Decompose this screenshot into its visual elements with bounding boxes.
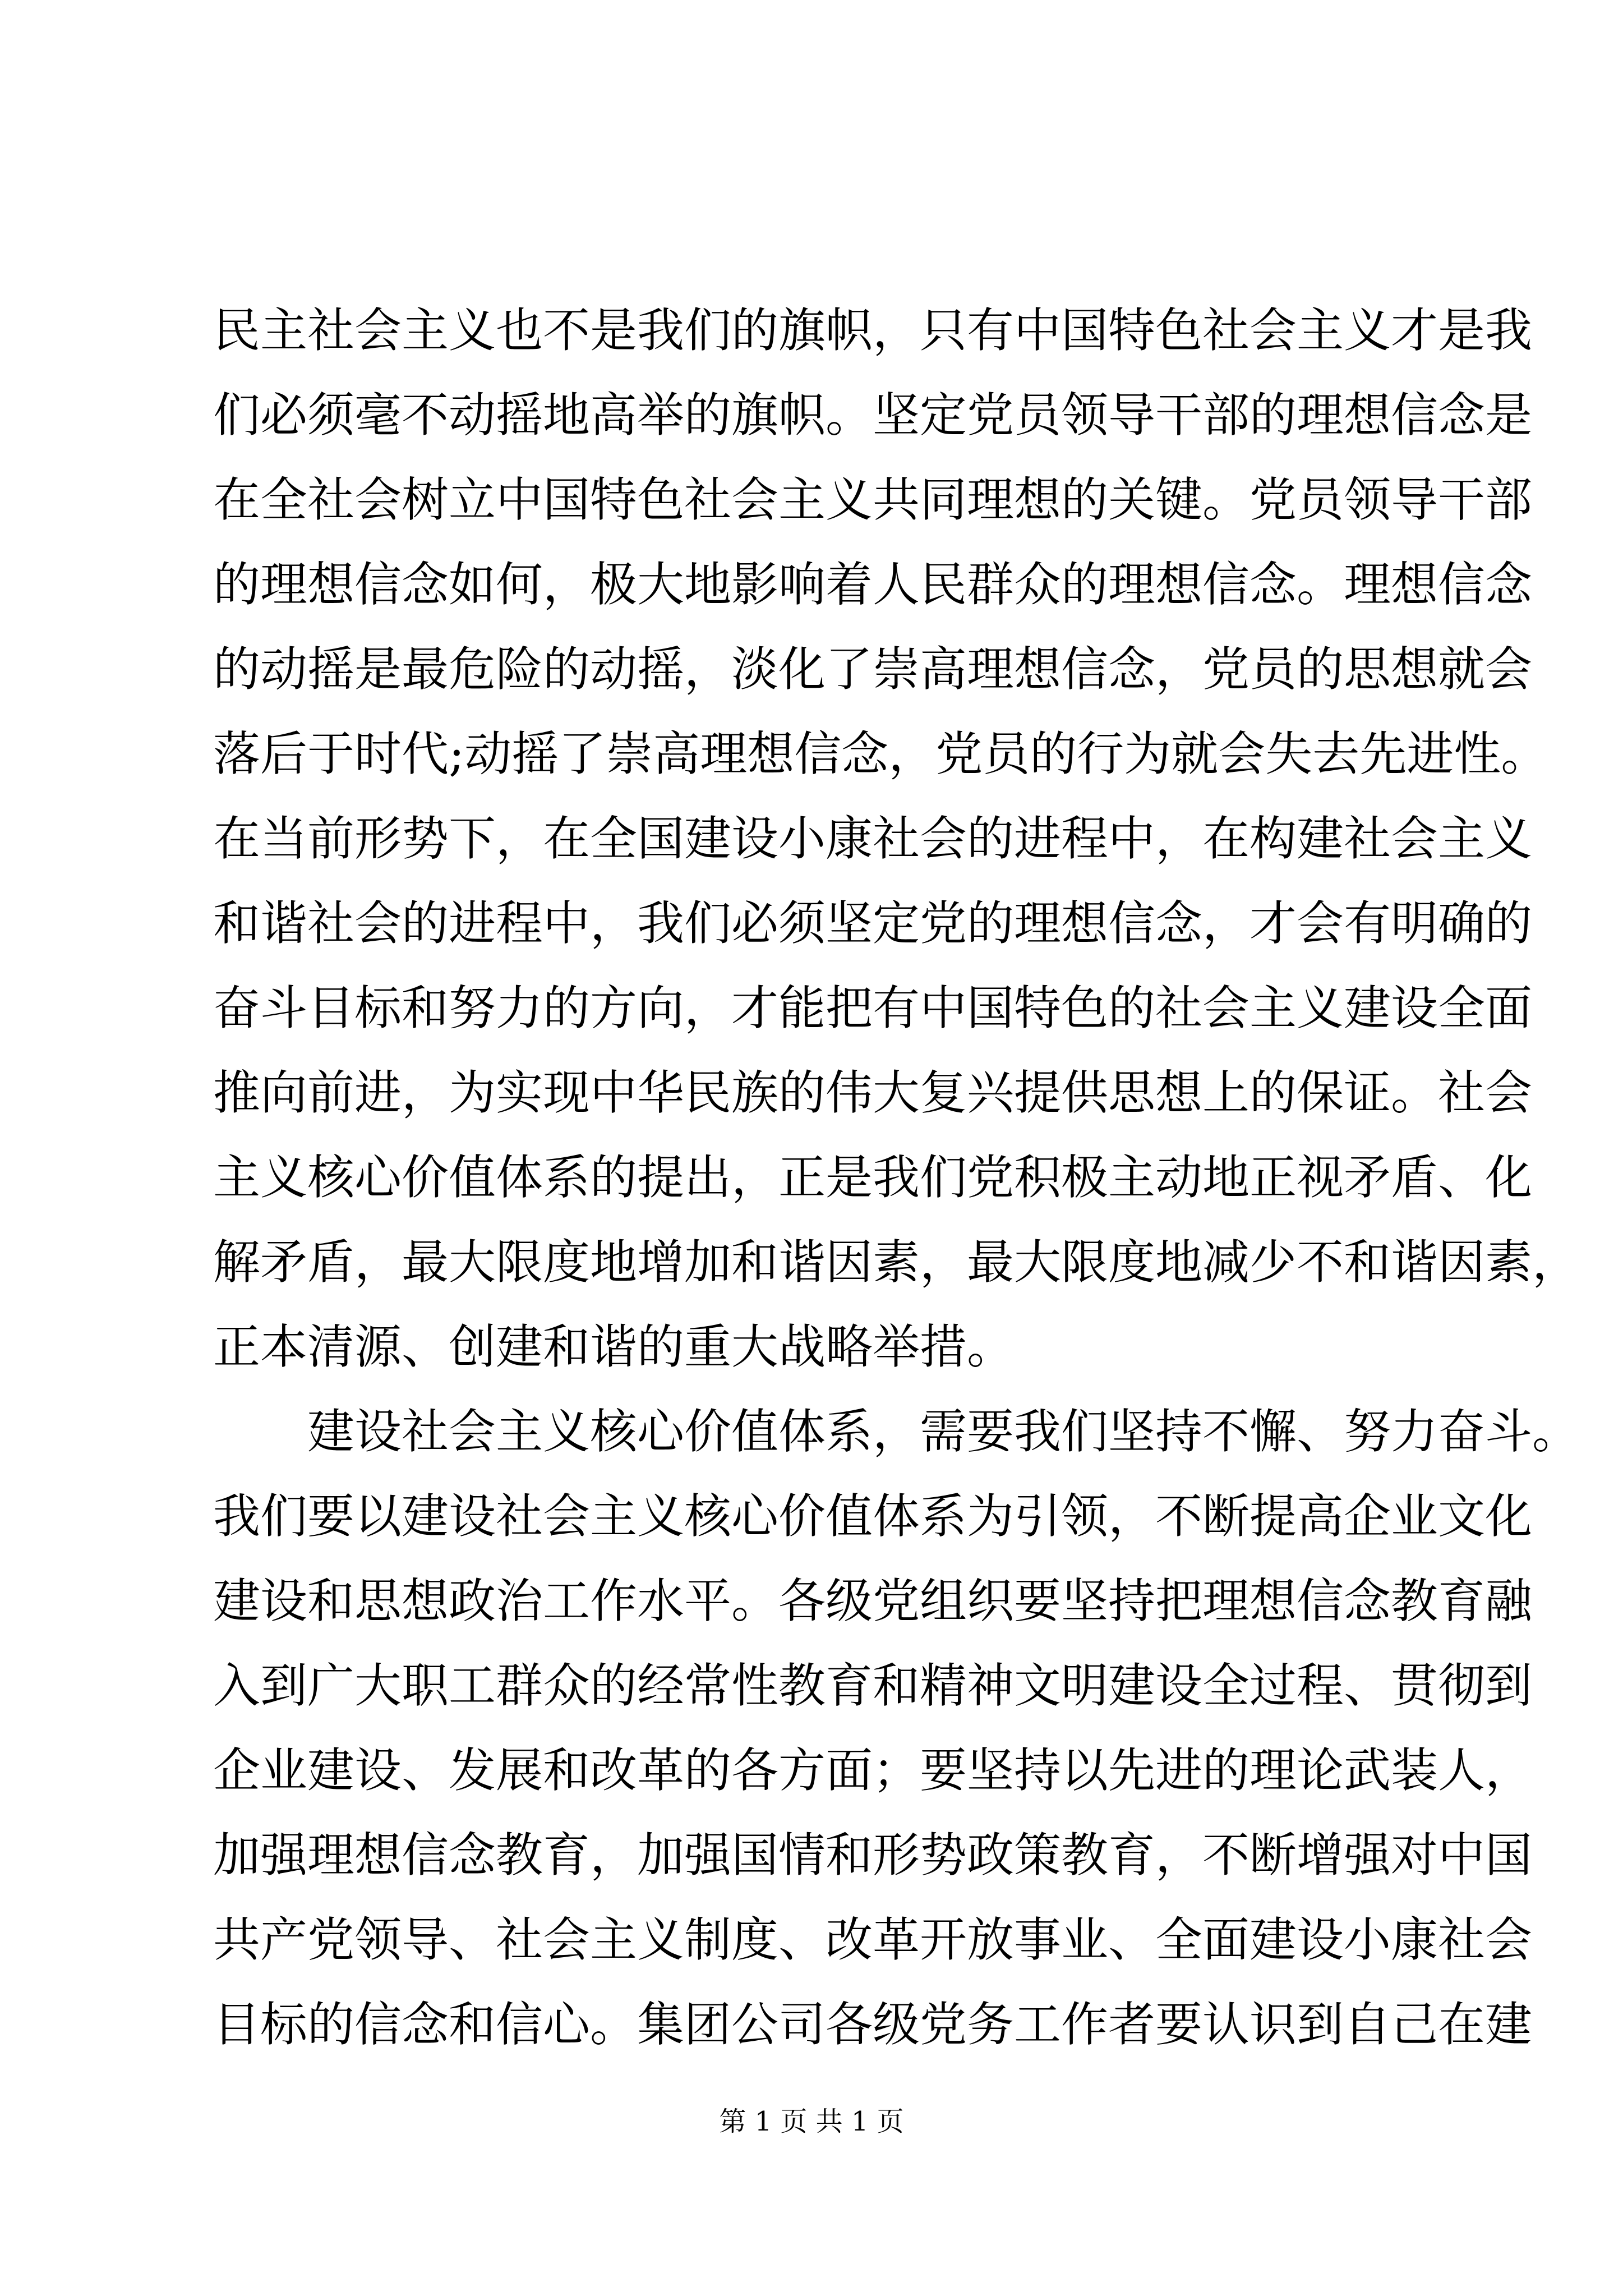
text-line: 在当前形势下，在全国建设小康社会的进程中，在构建社会主义 — [213, 811, 1533, 866]
text-line: 们必须毫不动摇地高举的旗帜。坚定党员领导干部的理想信念是 — [213, 388, 1533, 443]
text-line: 在全社会树立中国特色社会主义共同理想的关键。党员领导干部 — [213, 472, 1533, 527]
text-line: 的动摇是最危险的动摇，淡化了崇高理想信念，党员的思想就会 — [213, 642, 1533, 697]
text-line: 奋斗目标和努力的方向，才能把有中国特色的社会主义建设全面 — [213, 981, 1533, 1036]
text-line: 加强理想信念教育，加强国情和形势政策教育，不断增强对中国 — [213, 1828, 1533, 1883]
paragraph-start-line: 建设社会主义核心价值体系，需要我们坚持不懈、努力奋斗。 — [307, 1404, 1580, 1459]
text-line: 入到广大职工群众的经常性教育和精神文明建设全过程、贯彻到 — [213, 1658, 1533, 1713]
text-line: 共产党领导、社会主义制度、改革开放事业、全面建设小康社会 — [213, 1912, 1533, 1967]
text-line: 和谐社会的进程中，我们必须坚定党的理想信念，才会有明确的 — [213, 896, 1533, 951]
text-line: 解矛盾，最大限度地增加和谐因素，最大限度地减少不和谐因素， — [213, 1235, 1580, 1290]
text-line: 我们要以建设社会主义核心价值体系为引领，不断提高企业文化 — [213, 1489, 1533, 1544]
paragraph-end-line: 正本清源、创建和谐的重大战略举措。 — [213, 1319, 1015, 1374]
body-text — [213, 288, 1580, 2067]
page-number-footer: 第 1 页 共 1 页 — [719, 2106, 904, 2137]
text-line: 民主社会主义也不是我们的旗帜，只有中国特色社会主义才是我 — [213, 303, 1533, 358]
text-line: 目标的信念和信心。集团公司各级党务工作者要认识到自己在建 — [213, 1997, 1533, 2052]
text-line: 的理想信念如何，极大地影响着人民群众的理想信念。理想信念 — [213, 557, 1533, 612]
text-line: 推向前进，为实现中华民族的伟大复兴提供思想上的保证。社会 — [213, 1065, 1533, 1120]
text-line: 企业建设、发展和改革的各方面；要坚持以先进的理论武装人， — [213, 1743, 1533, 1798]
text-line: 落后于时代;动摇了崇高理想信念，党员的行为就会失去先进性。 — [213, 726, 1548, 781]
text-line: 建设和思想政治工作水平。各级党组织要坚持把理想信念教育融 — [213, 1573, 1533, 1628]
text-line: 主义核心价值体系的提出，正是我们党积极主动地正视矛盾、化 — [213, 1150, 1533, 1205]
